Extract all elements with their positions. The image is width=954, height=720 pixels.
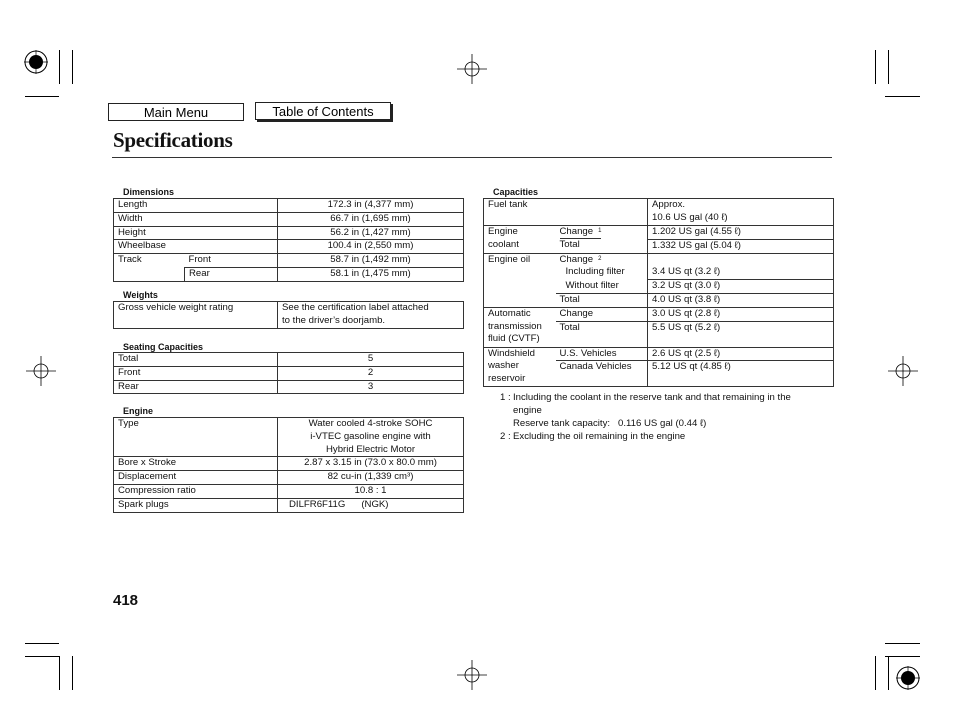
capacities-heading: Capacities [493,187,539,197]
page-number: 418 [113,592,139,609]
row-value: 66.7 in (1,695 mm) [278,212,464,226]
row-label: Displacement [114,471,278,485]
row-label: Total [114,353,278,367]
track-rear-value: 58.1 in (1,475 mm) [278,267,464,281]
footnote-1-mark: 1 : [500,392,511,403]
engine-table [113,417,464,513]
dimensions-table [113,198,464,282]
coolant-change [556,225,648,239]
registration-mark-bottom-right [896,666,920,690]
oil-total-value: 4.0 US qt (3.8 ℓ) [648,294,834,308]
table-row [114,302,464,329]
row-value: 56.2 in (1,427 mm) [278,226,464,240]
row-value: 2 [278,366,464,380]
empty-cell [556,199,648,226]
cvt-label-line2: transmission [488,320,542,332]
oil-total-label: Total [556,294,648,308]
row-label: Wheelbase [114,240,278,254]
row-value [278,302,464,329]
row-value: 82 cu-in (1,339 cm³) [278,471,464,485]
fuel-value [648,199,834,226]
table-row [114,366,464,380]
row-value [278,418,464,457]
table-row [114,457,464,471]
cvt-label [484,307,556,347]
row-label: Compression ratio [114,484,278,498]
washer-ca-label: Canada Vehicles [556,361,648,387]
cvt-total-value: 5.5 US qt (5.2 ℓ) [648,321,834,347]
engine-heading: Engine [123,406,154,416]
oil-incl-value: 3.4 US qt (3.2 ℓ) [648,266,834,279]
crosshair-right-middle [888,356,918,386]
footnote-2-mark: 2 : [500,431,511,442]
table-row [114,226,464,240]
table-row [114,471,464,485]
main-menu-button[interactable]: Main Menu [108,103,244,121]
table-row [114,418,464,457]
weights-value-line1: See the certification label attached [282,302,429,313]
track-front-label: Front [185,254,278,268]
weights-table [113,301,464,329]
row-value: 10.8 : 1 [278,484,464,498]
row-label: Bore x Stroke [114,457,278,471]
engine-type-line3: Hybrid Electric Motor [325,443,416,455]
track-label: Track [114,254,185,282]
footnote-1-line2: engine [513,405,542,416]
fuel-value-line1: Approx. [652,199,686,210]
table-row [484,347,834,361]
coolant-label-line1: Engine [484,225,556,239]
seating-table [113,352,464,394]
engine-type-line1: Water cooled 4-stroke SOHC [308,418,433,429]
crosshair-left-middle [26,356,56,386]
table-row [114,353,464,367]
row-value: 100.4 in (2,550 mm) [278,240,464,254]
table-row [114,212,464,226]
footnote-1-marker: 1 [598,227,602,234]
oil-label: Engine oil [484,253,556,307]
cvt-total-label: Total [556,321,648,347]
weights-value-line2: to the driver’s doorjamb. [282,314,386,326]
row-value: 2.87 x 3.15 in (73.0 x 80.0 mm) [278,457,464,471]
engine-type-line2: i-VTEC gasoline engine with [310,430,431,442]
footnote-1-line3: Reserve tank capacity: 0.116 US gal (0.44 ℓ) [513,418,707,429]
weights-heading: Weights [123,290,158,300]
coolant-total-value: 1.332 US gal (5.04 ℓ) [648,239,834,253]
oil-incl-text: Including filter [565,266,625,278]
oil-without-value: 3.2 US qt (3.0 ℓ) [648,280,834,294]
coolant-label-line2: coolant [484,239,556,253]
seating-heading: Seating Capacities [123,342,204,352]
table-row [484,239,834,253]
fuel-label: Fuel tank [484,199,556,226]
cvt-change-label: Change [556,307,648,321]
table-row [114,484,464,498]
footnote-2-line1: Excluding the oil remaining in the engine [513,431,686,442]
cvt-label-line1: Automatic [488,307,531,319]
track-rear-label: Rear [185,267,278,281]
registration-mark-top-left [24,50,48,74]
coolant-total-label: Total [556,239,648,253]
table-row [114,380,464,394]
row-value: 5 [278,353,464,367]
crosshair-bottom-center [457,660,487,690]
table-row [484,307,834,321]
row-label: Width [114,212,278,226]
row-label: Spark plugs [114,498,278,512]
washer-label-line3: reservoir [488,373,526,385]
title-divider [112,157,832,158]
footnote-2 [500,430,840,443]
washer-label-line1: Windshield [488,347,535,359]
capacities-table [483,198,834,387]
oil-change [556,253,648,266]
oil-without-label [556,280,648,294]
row-label: Height [114,226,278,240]
table-of-contents-button[interactable]: Table of Contents [255,102,391,120]
empty-cell [648,253,834,266]
row-value: 3 [278,380,464,394]
washer-us-value: 2.6 US qt (2.5 ℓ) [648,347,834,361]
oil-change-label: Change [559,253,594,265]
fuel-value-line2: 10.6 US gal (40 ℓ) [652,211,728,223]
footnote-2-marker: 2 [598,255,602,262]
washer-us-label: U.S. Vehicles [556,347,648,361]
row-label: Gross vehicle weight rating [114,302,278,329]
row-value: DILFR6F11G (NGK) [278,498,464,512]
table-row [114,199,464,213]
table-row [114,498,464,512]
footnote-1-line1: Including the coolant in the reserve tank and that remaining in the [513,392,791,403]
table-row [114,254,464,268]
table-row [484,199,834,226]
table-row [484,253,834,266]
table-row [484,225,834,239]
row-label: Length [114,199,278,213]
table-row [114,240,464,254]
oil-incl-label [556,266,648,279]
coolant-change-value: 1.202 US gal (4.55 ℓ) [648,225,834,239]
track-front-value: 58.7 in (1,492 mm) [278,254,464,268]
coolant-change-label: Change [559,225,594,237]
oil-without-text: Without filter [565,279,619,291]
cvt-change-value: 3.0 US qt (2.8 ℓ) [648,307,834,321]
cvt-label-line3: fluid (CVTF) [488,333,540,345]
washer-label [484,347,556,387]
dimensions-heading: Dimensions [123,187,175,197]
row-label: Front [114,366,278,380]
row-label: Rear [114,380,278,394]
crosshair-top-center [457,54,487,84]
row-label: Type [114,418,278,457]
washer-ca-value: 5.12 US qt (4.85 ℓ) [648,361,834,387]
row-value: 172.3 in (4,377 mm) [278,199,464,213]
page-title: Specifications [113,128,233,152]
footnote-1 [500,391,840,430]
washer-label-line2: washer [488,360,519,372]
